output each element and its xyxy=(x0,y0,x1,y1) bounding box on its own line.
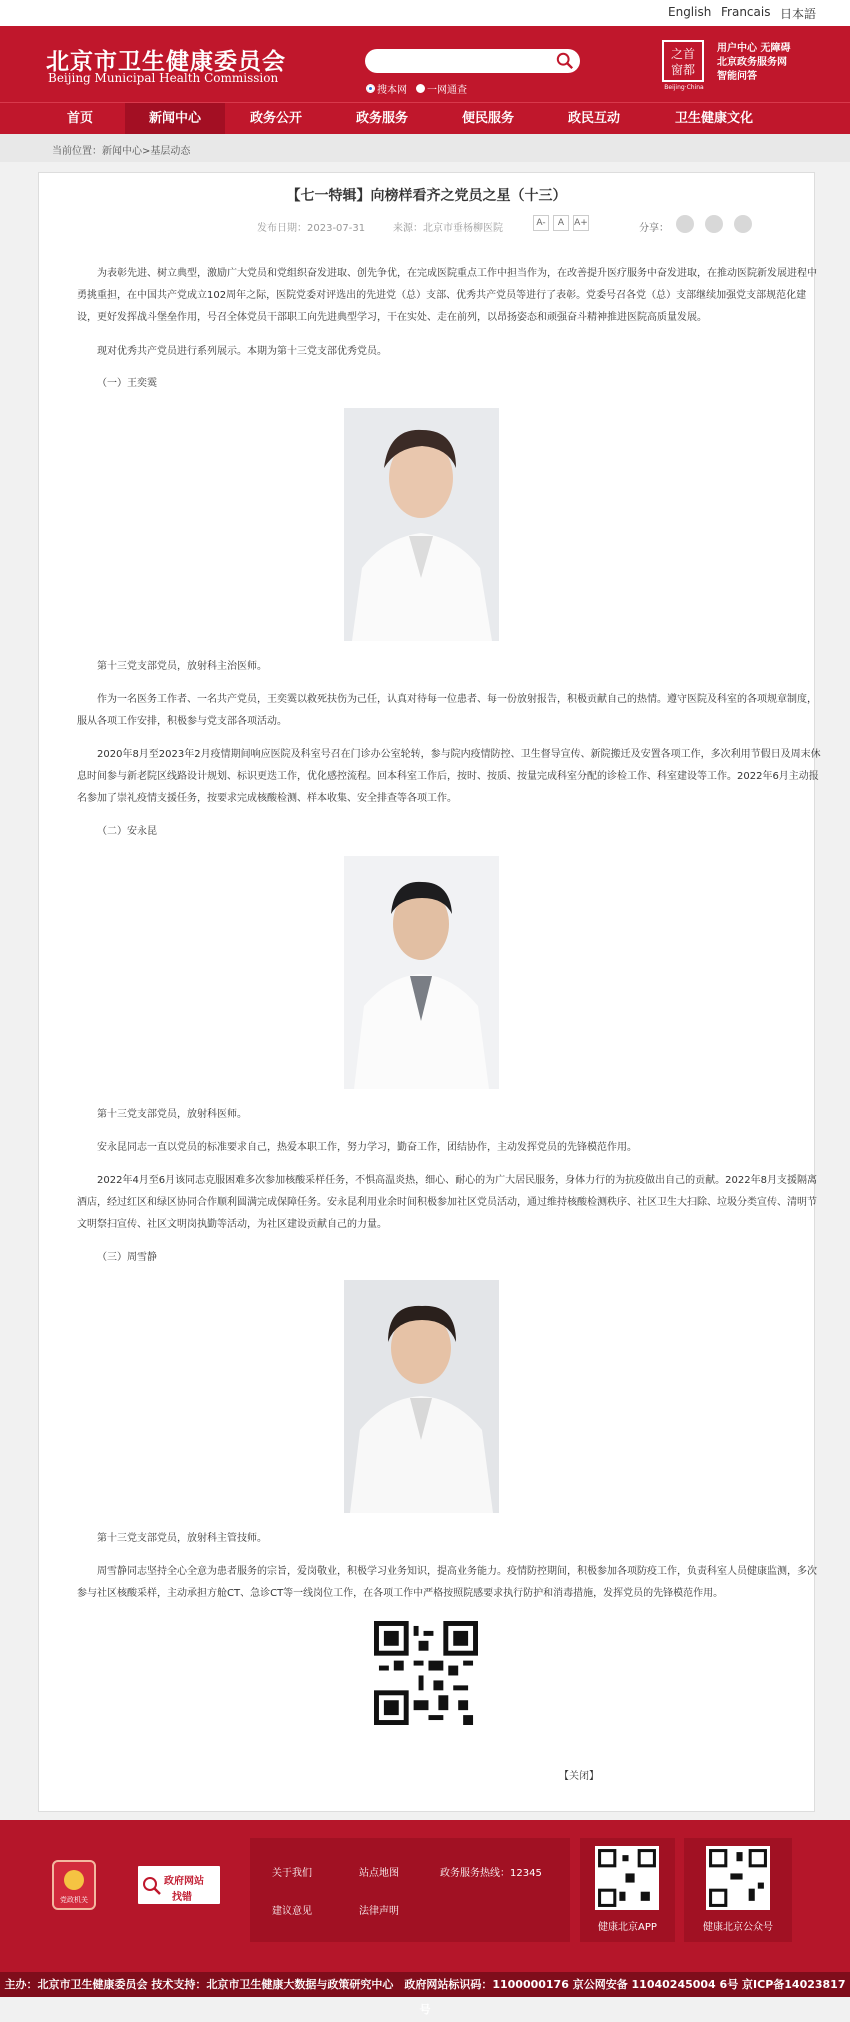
radio-label: 一网通查 xyxy=(427,85,467,96)
lang-english[interactable]: English xyxy=(668,5,712,19)
article-qr-code xyxy=(374,1621,478,1725)
top-bar xyxy=(0,0,850,26)
member-paragraph: 周雪静同志坚持全心全意为患者服务的宗旨，爱岗敬业，积极学习业务知识，提高业务能力。疫情防控期间，积极参加各项防疫工作，负责科室人员健康监测，多次参与社区核酸采样，主动承担方舱CT、急诊CT等一线岗位工作，在各项工作中严格按照院感要求执行防护和消毒措施，发挥党员的先锋模范作用。 xyxy=(77,1566,817,1599)
accessibility-link[interactable]: 无障碍 xyxy=(760,43,791,54)
about-us-link[interactable]: 关于我们 xyxy=(272,1868,312,1879)
badge-label: 党政机关 xyxy=(60,1896,88,1904)
sitemap-link[interactable]: 站点地图 xyxy=(359,1868,399,1879)
nav-public-service[interactable]: 便民服务 xyxy=(461,111,514,126)
legal-link[interactable]: 法律声明 xyxy=(359,1906,399,1917)
svg-text:之首: 之首 xyxy=(670,47,696,61)
site-title-en: Beijing Municipal Health Commission xyxy=(48,71,279,85)
radio-this-site[interactable] xyxy=(366,81,407,96)
nav-culture[interactable]: 卫生健康文化 xyxy=(674,111,753,126)
wechat-share-icon[interactable] xyxy=(676,215,694,233)
close-link[interactable]: 【关闭】 xyxy=(559,1771,599,1782)
member-photo xyxy=(344,856,499,1089)
wechat-qr-code xyxy=(706,1846,770,1910)
search-input[interactable] xyxy=(365,49,580,73)
find-error-label: 找错 xyxy=(172,1892,192,1903)
font-smaller-button[interactable]: A- xyxy=(533,215,549,231)
member-photo xyxy=(344,1280,499,1513)
font-normal-button[interactable]: A xyxy=(553,215,569,231)
bottom-copyright: 主办：北京市卫生健康委员会 技术支持：北京市卫生健康大数据与政策研究中心 政府网站标识码：1100000176 京公网安备 11040245004 6号 京ICP备14023817号 xyxy=(0,1972,850,1997)
member-heading: （三）周雪静 xyxy=(97,1252,157,1263)
article-title: 【七一特辑】向榜样看齐之党员之星（十三） xyxy=(286,188,567,204)
site-footer xyxy=(0,1820,850,1972)
member-heading: （一）王奕霙 xyxy=(97,378,157,389)
footer-links-box xyxy=(250,1838,570,1942)
member-role: 第十三党支部党员，放射科医师。 xyxy=(97,1109,247,1120)
search-icon[interactable] xyxy=(556,52,574,70)
site-title-cn[interactable]: 北京市卫生健康委员会 xyxy=(46,49,286,75)
nav-gov-open[interactable]: 政务公开 xyxy=(249,111,302,126)
article-panel xyxy=(38,172,821,1812)
wechat-qr-box xyxy=(684,1838,792,1942)
smart-qa-link[interactable]: 智能问答 xyxy=(717,71,757,82)
intro-paragraph: 现对优秀共产党员进行系列展示。本期为第十三党支部优秀党员。 xyxy=(97,346,387,357)
user-links xyxy=(717,42,790,84)
nav-news[interactable]: 新闻中心 xyxy=(125,103,225,135)
party-gov-badge[interactable] xyxy=(52,1860,96,1910)
lang-french[interactable]: Francais xyxy=(721,5,771,19)
radio-all-search[interactable] xyxy=(416,81,467,96)
member-role: 第十三党支部党员，放射科主治医师。 xyxy=(97,661,267,672)
member-paragraph: 安永昆同志一直以党员的标准要求自己，热爱本职工作，努力学习，勤奋工作，团结协作，主动发挥党员的先锋模范作用。 xyxy=(97,1142,637,1153)
font-larger-button[interactable]: A+ xyxy=(573,215,589,231)
gov-site-error-report[interactable] xyxy=(136,1864,222,1906)
capital-window-logo[interactable] xyxy=(662,40,704,82)
svg-text:窗都: 窗都 xyxy=(670,63,696,77)
user-center-link[interactable]: 用户中心 xyxy=(717,43,757,54)
suggestions-link[interactable]: 建议意见 xyxy=(272,1906,312,1917)
app-qr-label: 健康北京APP xyxy=(598,1922,657,1933)
member-role: 第十三党支部党员，放射科主管技师。 xyxy=(97,1533,267,1544)
gov-service-link[interactable]: 北京政务服务网 xyxy=(717,57,787,68)
lang-japanese[interactable]: 日本語 xyxy=(780,7,817,21)
gov-site-label: 政府网站 xyxy=(164,1876,204,1887)
radio-label: 搜本网 xyxy=(377,85,407,96)
hotline-text: 政务服务热线：12345 xyxy=(440,1868,542,1879)
main-nav xyxy=(0,102,850,134)
article-source: 来源：北京市垂杨柳医院 xyxy=(393,223,503,234)
seal-caption: Beijing·China xyxy=(664,84,704,91)
member-heading: （二）安永昆 xyxy=(97,826,157,837)
weibo-share-icon[interactable] xyxy=(705,215,723,233)
breadcrumb[interactable]: 当前位置：新闻中心>基层动态 xyxy=(52,146,191,157)
nav-interaction[interactable]: 政民互动 xyxy=(567,111,620,126)
app-qr-code xyxy=(595,1846,659,1910)
nav-gov-service[interactable]: 政务服务 xyxy=(355,111,408,126)
favorite-share-icon[interactable] xyxy=(734,215,752,233)
wechat-qr-label: 健康北京公众号 xyxy=(703,1922,773,1933)
member-paragraph: 2022年4月至6月该同志克服困难多次参加核酸采样任务，不惧高温炎热，细心、耐心的为广大居民服务，身体力行的为抗疫做出自己的贡献。2022年8月支援隔离酒店，经过红区和绿区协同合作顺利圆满完成保障任务。安永昆利用业余时间积极参加社区党员活动，通过维持核酸检测秩序、社区卫生大扫除、垃圾分类宣传、清明节文明祭扫宣传、社区文明岗执勤等活动，为社区建设贡献自己的力量。 xyxy=(77,1175,817,1230)
breadcrumb-bar xyxy=(0,134,850,162)
member-photo xyxy=(344,408,499,641)
app-qr-box xyxy=(580,1838,675,1942)
intro-paragraph: 为表彰先进、树立典型，激励广大党员和党组织奋发进取、创先争优，在完成医院重点工作中担当作为，在改善提升医疗服务中奋发进取，在推动医院新发展进程中勇挑重担，在中国共产党成立102周年之际，医院党委对评选出的先进党（总）支部、优秀共产党员等进行了表彰。党委号召各党（总）支部继续加强党支部规范化建设，更好发挥战斗堡垒作用，号召全体党员干部职工向先进典型学习，干在实处、走在前列，以昂扬姿态和顽强奋斗精神推进医院高质量发展。 xyxy=(77,268,817,323)
publish-date: 发布日期：2023-07-31 xyxy=(257,223,366,234)
share-label: 分享： xyxy=(639,223,669,234)
nav-home[interactable]: 首页 xyxy=(66,111,93,126)
site-header xyxy=(0,26,850,102)
member-paragraph: 作为一名医务工作者、一名共产党员，王奕霙以救死扶伤为己任，认真对待每一位患者、每一份放射报告，积极贡献自己的热情。遵守医院及科室的各项规章制度，服从各项工作安排，积极参与党支部各项活动。 xyxy=(77,694,817,727)
magnifier-icon xyxy=(142,1876,162,1896)
member-paragraph: 2020年8月至2023年2月疫情期间响应医院及科室号召在门诊办公室轮转，参与院内疫情防控、卫生督导宣传、新院搬迁及安置各项工作，多次利用节假日及周末休息时间参与新老院区线路设计规划、标识更迭工作，优化感控流程。回本科室工作后，按时、按质、按量完成科室分配的诊检工作、科室建设等工作。2022年6月主动报名参加了崇礼疫情支援任务，按要求完成核酸检测、样本收集、安全排查等各项工作。 xyxy=(77,749,821,804)
